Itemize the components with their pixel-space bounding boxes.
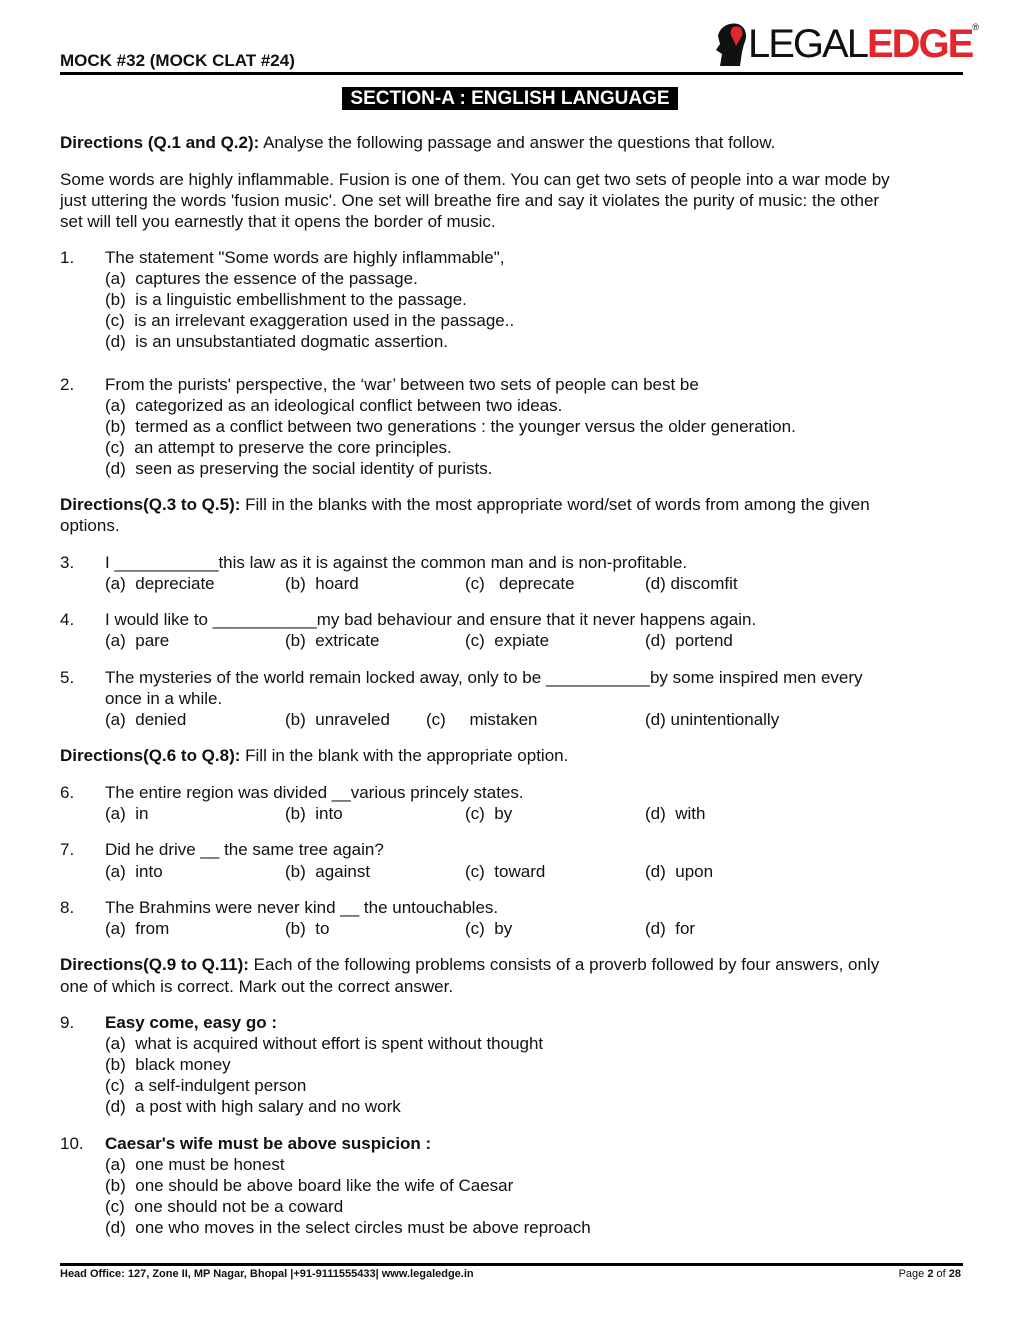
option — [105, 630, 169, 651]
option — [105, 1217, 591, 1238]
option-letter: (d) — [105, 332, 126, 351]
option — [105, 1154, 285, 1175]
question-text: The statement "Some words are highly inflammable", — [105, 248, 505, 267]
option-text: a self-indulgent person — [134, 1076, 307, 1095]
directions-text: one of which is correct. Mark out the correct answer. — [60, 977, 454, 996]
header-rule — [60, 72, 963, 75]
option-text: is an unsubstantiated dogmatic assertion. — [135, 332, 449, 351]
option-text: a post with high salary and no work — [135, 1097, 401, 1116]
option-letter: (a) — [105, 396, 126, 415]
current-page: 2 — [927, 1268, 934, 1280]
option-letter: (b) — [105, 1055, 126, 1074]
option-text: is a linguistic embellishment to the passage. — [135, 290, 467, 309]
directions-1 — [60, 132, 775, 153]
option — [645, 803, 705, 824]
option-letter: (b) — [285, 574, 306, 593]
option-text: from — [135, 919, 170, 938]
option — [105, 1175, 513, 1196]
option-text: is an irrelevant exaggeration used in the passage.. — [134, 311, 515, 330]
option-letter: (a) — [105, 804, 126, 823]
passage-line: just uttering the words 'fusion music'. One set will breathe fire and say it violates the purity of music: the other — [60, 191, 880, 210]
option — [105, 331, 448, 352]
option-text: by — [494, 804, 513, 823]
question-number: 9. — [60, 1013, 75, 1032]
option-letter: (d) — [645, 804, 666, 823]
option — [645, 573, 738, 594]
question-text: Easy come, easy go : — [105, 1013, 277, 1032]
option-text: to — [315, 919, 330, 938]
question-text: once in a while. — [105, 689, 223, 708]
option-letter: (c) — [426, 710, 446, 729]
option-text: in — [135, 804, 149, 823]
directions-label: Directions (Q.1 and Q.2): — [60, 133, 260, 152]
option — [105, 573, 215, 594]
option — [105, 458, 492, 479]
option — [105, 268, 418, 289]
option — [645, 630, 733, 651]
option — [105, 861, 163, 882]
option-letter: (b) — [105, 417, 126, 436]
option-letter: (a) — [105, 919, 126, 938]
question-text: I ___________this law as it is against the common man and is non-profitable. — [105, 553, 688, 572]
option-text: captures the essence of the passage. — [135, 269, 418, 288]
option-text: discomfit — [670, 574, 738, 593]
option-letter: (c) — [465, 631, 485, 650]
option — [105, 1196, 343, 1217]
total-pages: 28 — [948, 1268, 961, 1280]
option — [105, 803, 148, 824]
option-letter: (c) — [465, 574, 485, 593]
directions-text: Analyse the following passage and answer the questions that follow. — [259, 133, 776, 152]
option-text: deprecate — [499, 574, 575, 593]
passage-line: Some words are highly inflammable. Fusion is one of them. You can get two sets of people into a war mode by — [60, 170, 890, 189]
option — [105, 1033, 543, 1054]
option-text: termed as a conflict between two generations : the younger versus the older generation. — [135, 417, 796, 436]
option-text: an attempt to preserve the core principles. — [134, 438, 452, 457]
option-text: one should not be a coward — [134, 1197, 344, 1216]
question-number: 2. — [60, 375, 75, 394]
option-text: what is acquired without effort is spent without thought — [135, 1034, 544, 1053]
option-letter: (a) — [105, 710, 126, 729]
page-label: Page — [898, 1268, 928, 1280]
option-letter: (a) — [105, 269, 126, 288]
option-letter: (d) — [105, 1097, 126, 1116]
option-letter: (d) — [645, 574, 666, 593]
option-text: upon — [675, 862, 714, 881]
option — [465, 630, 549, 651]
directions-label: Directions(Q.9 to Q.11): — [60, 955, 249, 974]
registered-mark: ® — [972, 22, 977, 32]
option-text: hoard — [315, 574, 359, 593]
question-text: The entire region was divided __various princely states. — [105, 783, 524, 802]
option-letter: (a) — [105, 574, 126, 593]
option-letter: (c) — [105, 1076, 125, 1095]
option-letter: (c) — [105, 311, 125, 330]
option-letter: (c) — [465, 862, 485, 881]
question-text: From the purists' perspective, the ‘war’ between two sets of people can best be — [105, 375, 699, 394]
option-letter: (b) — [285, 710, 306, 729]
option-text: denied — [135, 710, 187, 729]
option — [285, 803, 343, 824]
option-letter: (b) — [105, 290, 126, 309]
option — [465, 918, 512, 939]
option — [285, 573, 359, 594]
option-letter: (b) — [285, 631, 306, 650]
option-text: into — [135, 862, 163, 881]
option — [465, 861, 545, 882]
option-letter: (d) — [645, 919, 666, 938]
option-letter: (c) — [105, 438, 125, 457]
page-number — [899, 1268, 961, 1280]
option-text: with — [675, 804, 706, 823]
directions-2 — [60, 494, 870, 515]
question-text: I would like to ___________my bad behaviour and ensure that it never happens again. — [105, 610, 757, 629]
option-text: into — [315, 804, 343, 823]
question-text: Caesar's wife must be above suspicion : — [105, 1134, 432, 1153]
question-number: 3. — [60, 553, 75, 572]
logo-edge: EDGE — [866, 21, 973, 66]
option-text: pare — [135, 631, 170, 650]
option-letter: (d) — [105, 1218, 126, 1237]
question-number: 5. — [60, 668, 75, 687]
option — [285, 918, 329, 939]
option-letter: (b) — [285, 862, 306, 881]
option-text: mistaken — [469, 710, 538, 729]
option-letter: (a) — [105, 1034, 126, 1053]
option-letter: (a) — [105, 862, 126, 881]
option — [105, 1054, 231, 1075]
option — [285, 630, 379, 651]
question-number: 8. — [60, 898, 75, 917]
option-text: unraveled — [315, 710, 390, 729]
option-text: seen as preserving the social identity of purists. — [135, 459, 493, 478]
option-text: one must be honest — [135, 1155, 285, 1174]
option — [105, 437, 452, 458]
section-title: SECTION-A : ENGLISH LANGUAGE — [342, 87, 678, 110]
option-text: extricate — [315, 631, 380, 650]
option-letter: (c) — [105, 1197, 125, 1216]
option-letter: (d) — [645, 862, 666, 881]
option-letter: (a) — [105, 1155, 126, 1174]
directions-4 — [60, 954, 879, 975]
option — [105, 416, 796, 437]
option-text: one should be above board like the wife of Caesar — [135, 1176, 514, 1195]
option-letter: (c) — [465, 804, 485, 823]
directions-text: Each of the following problems consists of a proverb followed by four answers, only — [248, 955, 880, 974]
option-text: by — [494, 919, 513, 938]
option-text: black money — [135, 1055, 231, 1074]
page-of: of — [933, 1268, 949, 1280]
question-number: 1. — [60, 248, 75, 267]
option — [645, 709, 779, 730]
option-text: unintentionally — [670, 710, 780, 729]
option-letter: (b) — [285, 804, 306, 823]
option-text: toward — [494, 862, 546, 881]
directions-label: Directions(Q.3 to Q.5): — [60, 495, 241, 514]
logo-legal: LEGAL — [748, 21, 867, 66]
option-letter: (a) — [105, 631, 126, 650]
option — [105, 289, 467, 310]
option-text: for — [675, 919, 696, 938]
option-text: against — [315, 862, 371, 881]
option-letter: (b) — [105, 1176, 126, 1195]
option — [645, 918, 695, 939]
question-text: Did he drive __ the same tree again? — [105, 840, 384, 859]
footer-rule — [60, 1263, 963, 1266]
directions-label: Directions(Q.6 to Q.8): — [60, 746, 241, 765]
option-text: portend — [675, 631, 733, 650]
directions-text: Fill in the blank with the appropriate option. — [240, 746, 569, 765]
option — [645, 861, 713, 882]
option-letter: (b) — [285, 919, 306, 938]
question-number: 6. — [60, 783, 75, 802]
option-letter: (d) — [645, 631, 666, 650]
question-number: 10. — [60, 1134, 84, 1153]
option-text: categorized as an ideological conflict between two ideas. — [135, 396, 563, 415]
option — [105, 1096, 401, 1117]
option — [105, 709, 186, 730]
option — [465, 803, 512, 824]
option-text: depreciate — [135, 574, 215, 593]
option-letter: (d) — [645, 710, 666, 729]
directions-text: options. — [60, 516, 120, 535]
option — [105, 310, 514, 331]
option — [105, 395, 562, 416]
question-text: The mysteries of the world remain locked away, only to be ___________by some inspired men every — [105, 668, 863, 687]
option — [105, 1075, 306, 1096]
option-letter: (c) — [465, 919, 485, 938]
option — [465, 573, 575, 594]
footer-office: Head Office: 127, Zone II, MP Nagar, Bhopal |+91-9111555433| www.legaledge.in — [60, 1268, 474, 1280]
directions-text: Fill in the blanks with the most appropriate word/set of words from among the given — [240, 495, 870, 514]
question-number: 4. — [60, 610, 75, 629]
mock-title: MOCK #32 (MOCK CLAT #24) — [60, 51, 295, 70]
legaledge-logo — [714, 22, 977, 66]
question-number: 7. — [60, 840, 75, 859]
option — [426, 709, 537, 730]
option-text: expiate — [494, 631, 550, 650]
head-icon — [714, 22, 748, 66]
directions-3 — [60, 745, 568, 766]
option — [285, 709, 390, 730]
option — [285, 861, 370, 882]
option-letter: (d) — [105, 459, 126, 478]
option — [105, 918, 169, 939]
passage-line: set will tell you earnestly that it opens the border of music. — [60, 212, 496, 231]
question-text: The Brahmins were never kind __ the untouchables. — [105, 898, 499, 917]
option-text: one who moves in the select circles must be above reproach — [135, 1218, 591, 1237]
